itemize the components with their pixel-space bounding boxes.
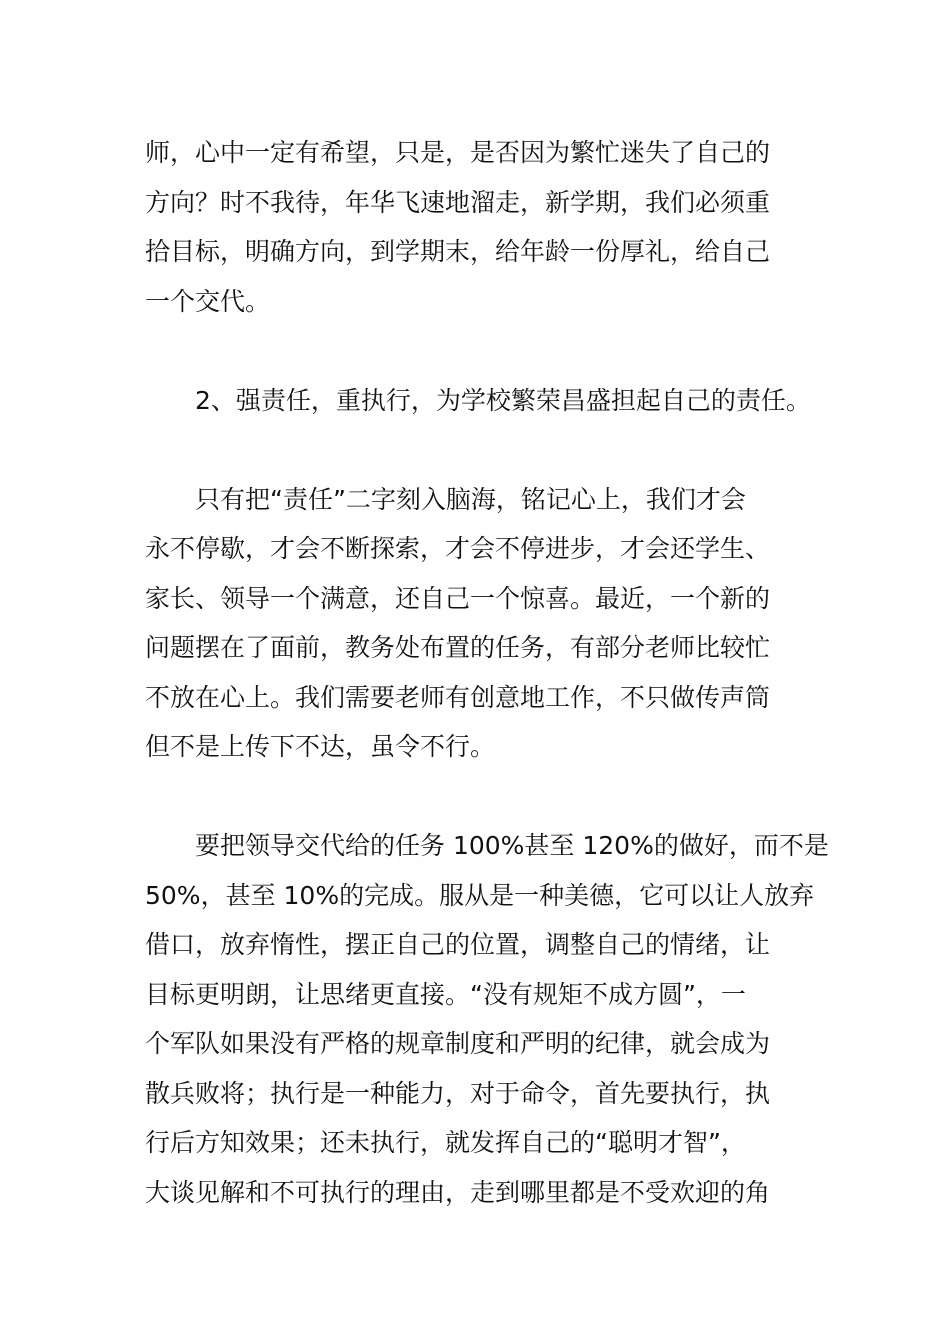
text-line: 问题摆在了面前，教务处布置的任务，有部分老师比较忙 (145, 633, 771, 662)
text-line: 家长、领导一个满意，还自己一个惊喜。最近，一个新的 (145, 583, 771, 613)
text-line: 个军队如果没有严格的规章制度和严明的纪律，就会成为 (145, 1029, 771, 1058)
paragraph-spacer (145, 326, 815, 376)
text-line: 不放在心上。我们需要老师有创意地工作，不只做传声筒 (145, 682, 771, 712)
text-line: 目标更明朗，让思绪更直接。“没有规矩不成方圆”，一 (145, 979, 746, 1009)
text-line: 50%，甚至 10%的完成。服从是一种美德，它可以让人放弃 (145, 880, 815, 910)
text-line: 一个交代。 (145, 286, 271, 316)
paragraph-1 (145, 128, 815, 326)
text-line: 师，心中一定有希望，只是，是否因为繁忙迷失了自己的 (145, 138, 771, 167)
paragraph-spacer (145, 425, 815, 475)
text-line: 要把领导交代给的任务 100%甚至 120%的做好，而不是 (145, 831, 829, 860)
text-line: 散兵败将；执行是一种能力，对于命令，首先要执行，执 (145, 1078, 771, 1108)
section-heading (145, 376, 815, 426)
text-line: 行后方知效果；还未执行，就发挥自己的“聪明才智”， (145, 1128, 746, 1157)
text-line: 借口，放弃惰性，摆正自己的位置，调整自己的情绪，让 (145, 930, 771, 959)
text-line: 方向？时不我待，年华飞速地溜走，新学期，我们必须重 (145, 187, 771, 217)
document-body (145, 128, 829, 1217)
text-line: 2、强责任，重执行，为学校繁荣昌盛担起自己的责任。 (145, 385, 811, 415)
text-line: 但不是上传下不达，虽令不行。 (145, 732, 496, 761)
text-line: 永不停歇，才会不断探索，才会不停进步，才会还学生、 (145, 534, 771, 563)
text-line: 只有把“责任”二字刻入脑海，铭记心上，我们才会 (145, 484, 746, 514)
text-line: 大谈见解和不可执行的理由，走到哪里都是不受欢迎的角 (145, 1177, 771, 1207)
paragraph-3 (145, 475, 815, 772)
paragraph-spacer (145, 772, 815, 822)
text-line: 拾目标，明确方向，到学期末，给年龄一份厚礼，给自己 (145, 237, 771, 266)
paragraph-4 (145, 821, 829, 1217)
